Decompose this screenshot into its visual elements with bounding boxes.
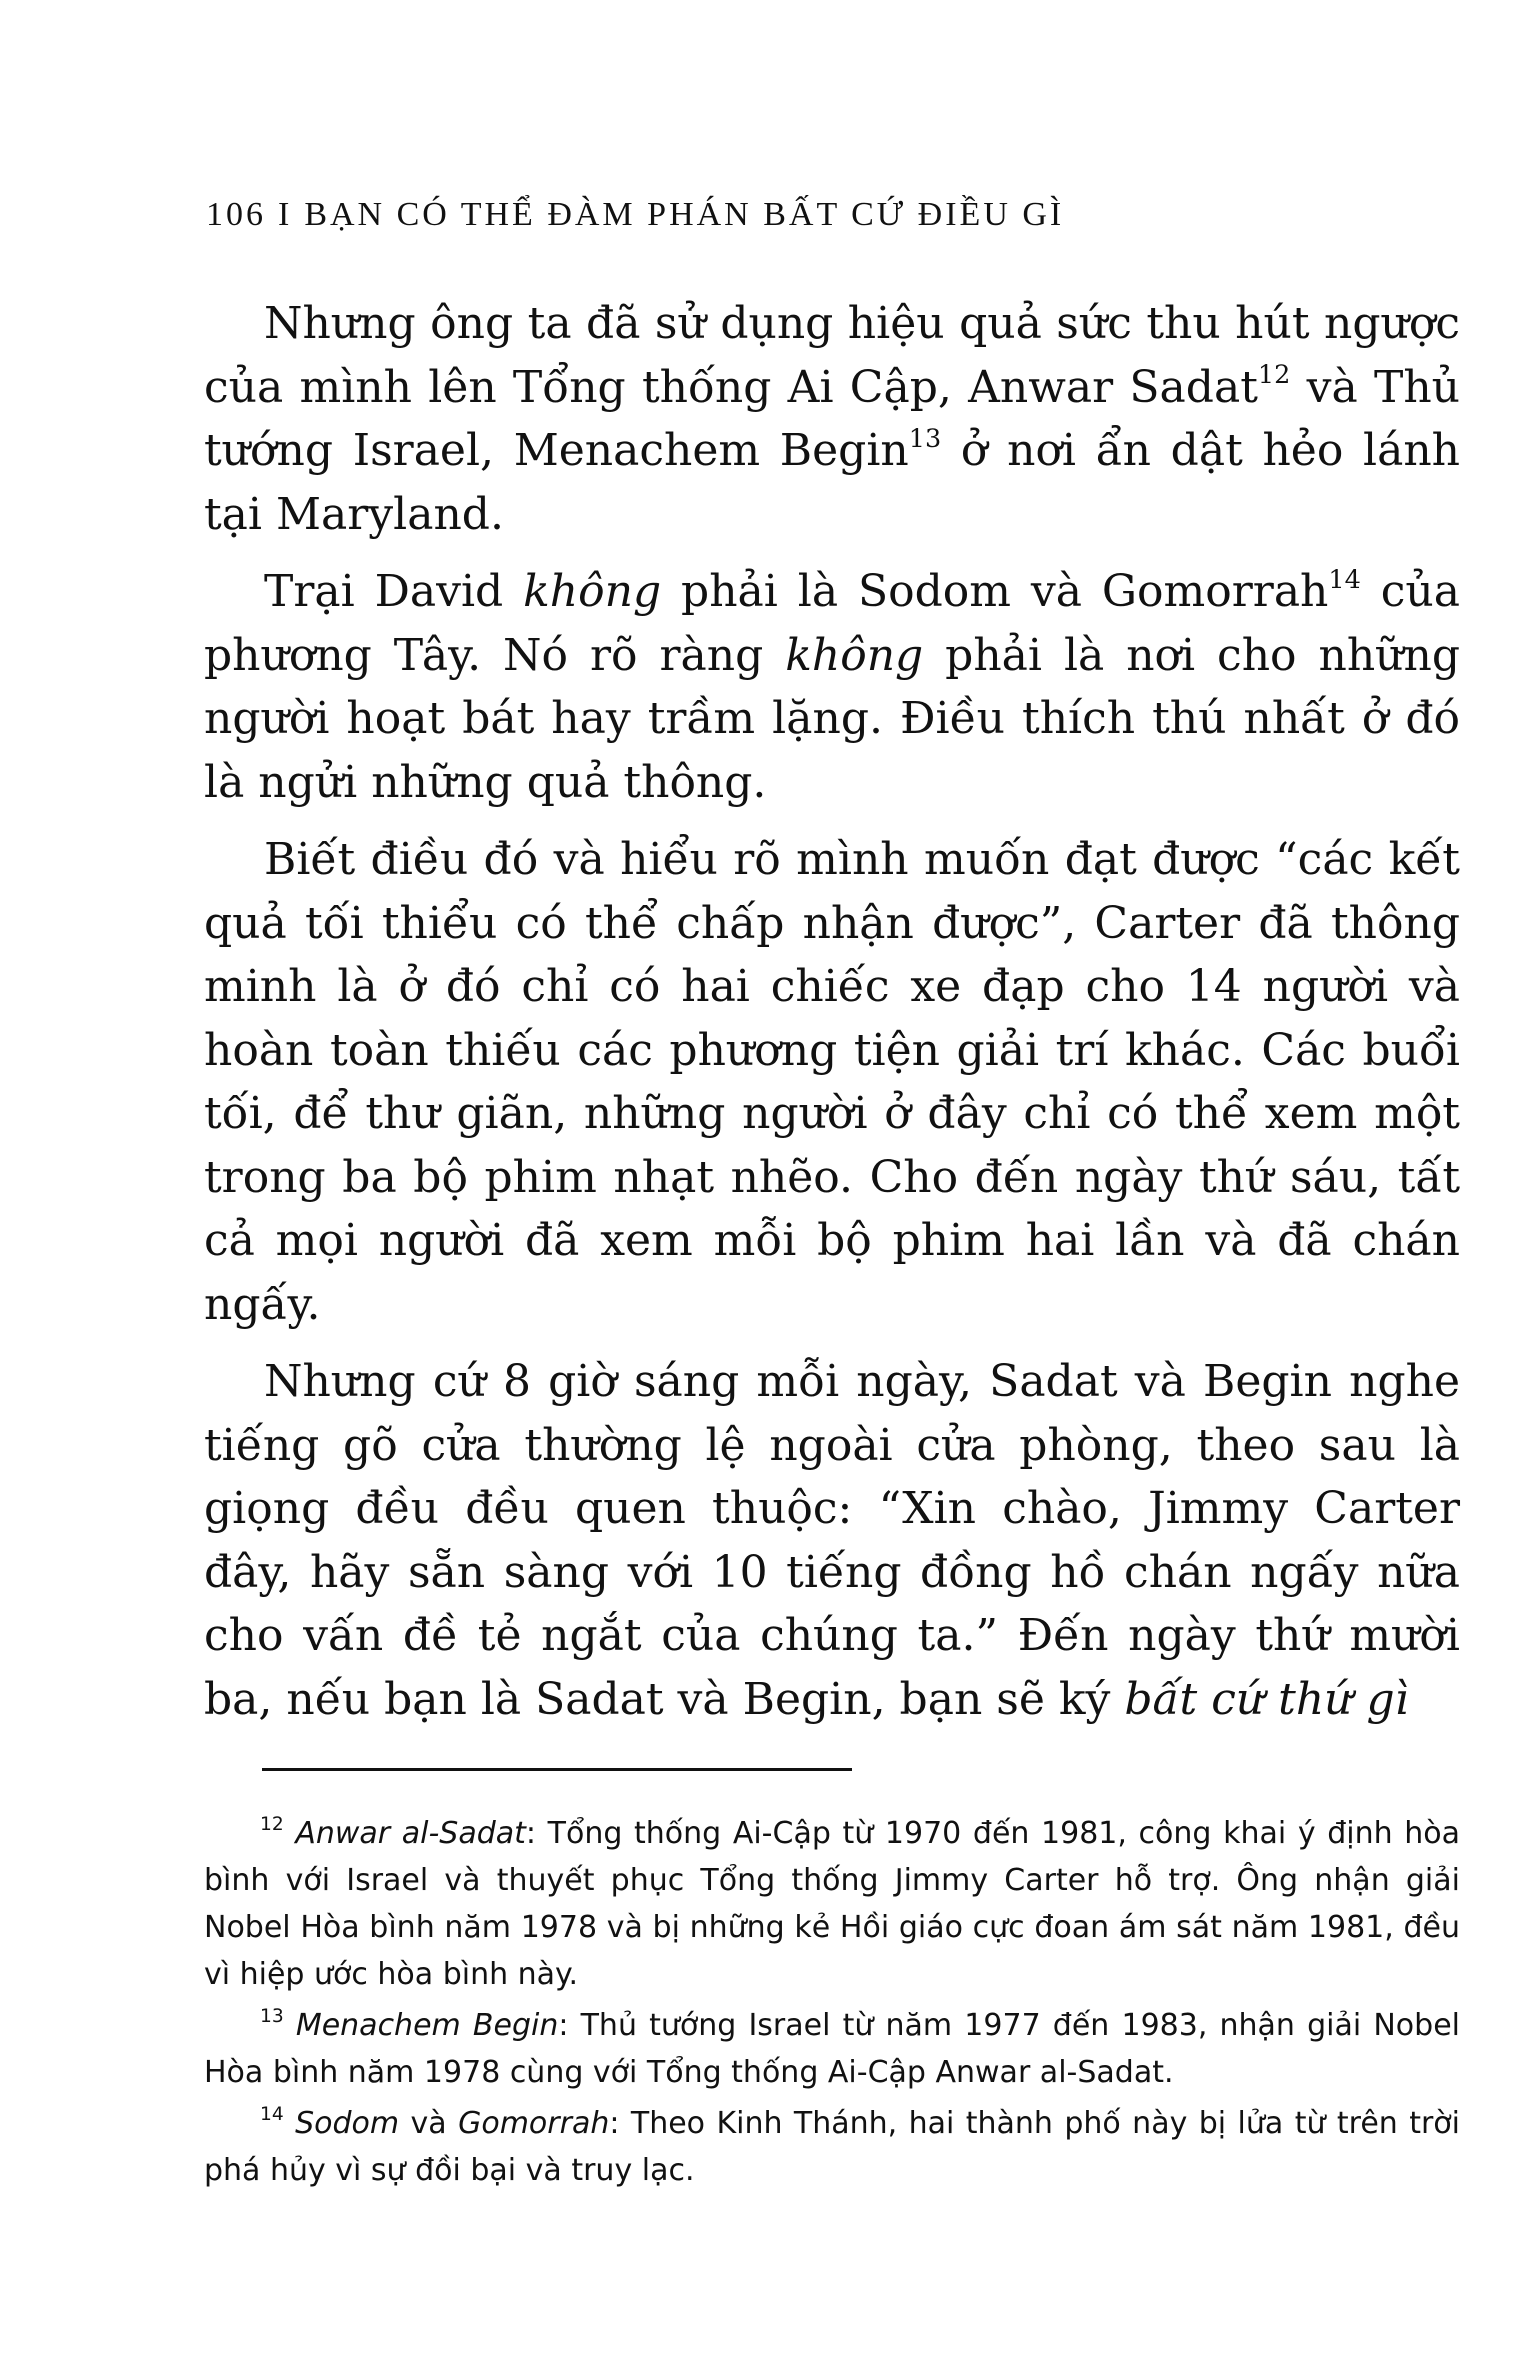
text-run: Trại David <box>264 566 524 617</box>
emphasis: không <box>523 566 662 617</box>
emphasis: không <box>785 629 924 681</box>
emphasis: bất cứ thứ gì <box>1124 1673 1409 1725</box>
paragraph-1 <box>204 292 1460 546</box>
footnote-marker: 12 <box>260 1814 284 1836</box>
footnote-term: Menachem Begin <box>295 2008 559 2043</box>
footnote-term: Gomorrah <box>458 2106 610 2141</box>
footnote-ref-12: 12 <box>1257 360 1291 391</box>
footnote-term: Anwar al-Sadat <box>295 1816 526 1851</box>
text-run: phải là Sodom và Gomorrah <box>661 566 1329 617</box>
footnote-text: : Theo Kinh Thánh, hai thành phố này bị lửa từ trên trời phá hủy vì sự đồi bại và truy lạc. <box>204 2106 1460 2188</box>
footnote-term: Sodom <box>295 2106 400 2141</box>
book-title: BẠN CÓ THỂ ĐÀM PHÁN BẤT CỨ ĐIỀU GÌ <box>304 196 1065 233</box>
footnote-marker: 13 <box>260 2006 284 2028</box>
text-run: phải là nơi cho những người hoạt bát hay trầm lặng. Điều thích thú nhất ở đó là ngửi những quả thông. <box>204 629 1460 808</box>
footnote-ref-14: 14 <box>1328 564 1361 595</box>
footnote-text: : Tổng thống Ai-Cập từ 1970 đến 1981, công khai ý định hòa bình với Israel và thuyết phục Tổng thống Jimmy Carter hỗ trợ. Ông nhận giải Nobel Hòa bình năm 1978 và bị những kẻ Hồi giáo cực đoan ám sát năm 1981, đều vì hiệp ước hòa bình này. <box>204 1816 1460 1992</box>
paragraph-3: Biết điều đó và hiểu rõ mình muốn đạt được “các kết quả tối thiểu có thể chấp nhận được”, Carter đã thông minh là ở đó chỉ có hai chiếc xe đạp cho 14 người và hoàn toàn thiếu các phương tiện giải trí khác. Các buổi tối, để thư giãn, những người ở đây chỉ có thể xem một trong ba bộ phim nhạt nhẽo. Cho đến ngày thứ sáu, tất cả mọi người đã xem mỗi bộ phim hai lần và đã chán ngấy. <box>204 834 1460 1330</box>
footnotes <box>204 1810 1460 2198</box>
text-run: và Thủ tướng Israel, Menachem Begin <box>204 361 1460 476</box>
main-text <box>204 292 1460 1745</box>
text-run: ở nơi ẩn dật hẻo lánh tại Maryland. <box>204 425 1460 540</box>
footnote-text: : Thủ tướng Israel từ năm 1977 đến 1983, nhận giải Nobel Hòa bình năm 1978 cùng với Tổng thống Ai-Cập Anwar al-Sadat. <box>204 2008 1460 2090</box>
footnote-joiner: và <box>399 2106 459 2141</box>
text-run: của phương Tây. Nó rõ ràng <box>204 566 1461 681</box>
footnote-ref-13: 13 <box>908 423 942 454</box>
text-run: Nhưng cứ 8 giờ sáng mỗi ngày, Sadat và Begin nghe tiếng gõ cửa thường lệ ngoài cửa phòng, theo sau là giọng đều đều quen thuộc: “Xin chào, Jimmy Carter đây, hãy sẵn sàng với 10 tiếng đồng hồ chán ngấy nữa cho vấn đề tẻ ngắt của chúng ta.” Đến ngày thứ mười ba, nếu bạn là Sadat và Begin, bạn sẽ ký <box>204 1356 1460 1725</box>
footnote-14 <box>204 2100 1460 2194</box>
paragraph-4 <box>204 1350 1460 1731</box>
text-run: Nhưng ông ta đã sử dụng hiệu quả sức thu hút ngược của mình lên Tổng thống Ai Cập, Anwar Sadat <box>204 298 1460 413</box>
header-separator: I <box>278 196 293 233</box>
footnote-13 <box>204 2002 1460 2096</box>
footnote-12 <box>204 1810 1460 1998</box>
page-number: 106 <box>206 196 266 233</box>
running-header <box>206 196 1064 234</box>
paragraph-2 <box>204 560 1460 814</box>
footnote-marker: 14 <box>260 2104 284 2126</box>
footnote-divider <box>262 1768 852 1771</box>
